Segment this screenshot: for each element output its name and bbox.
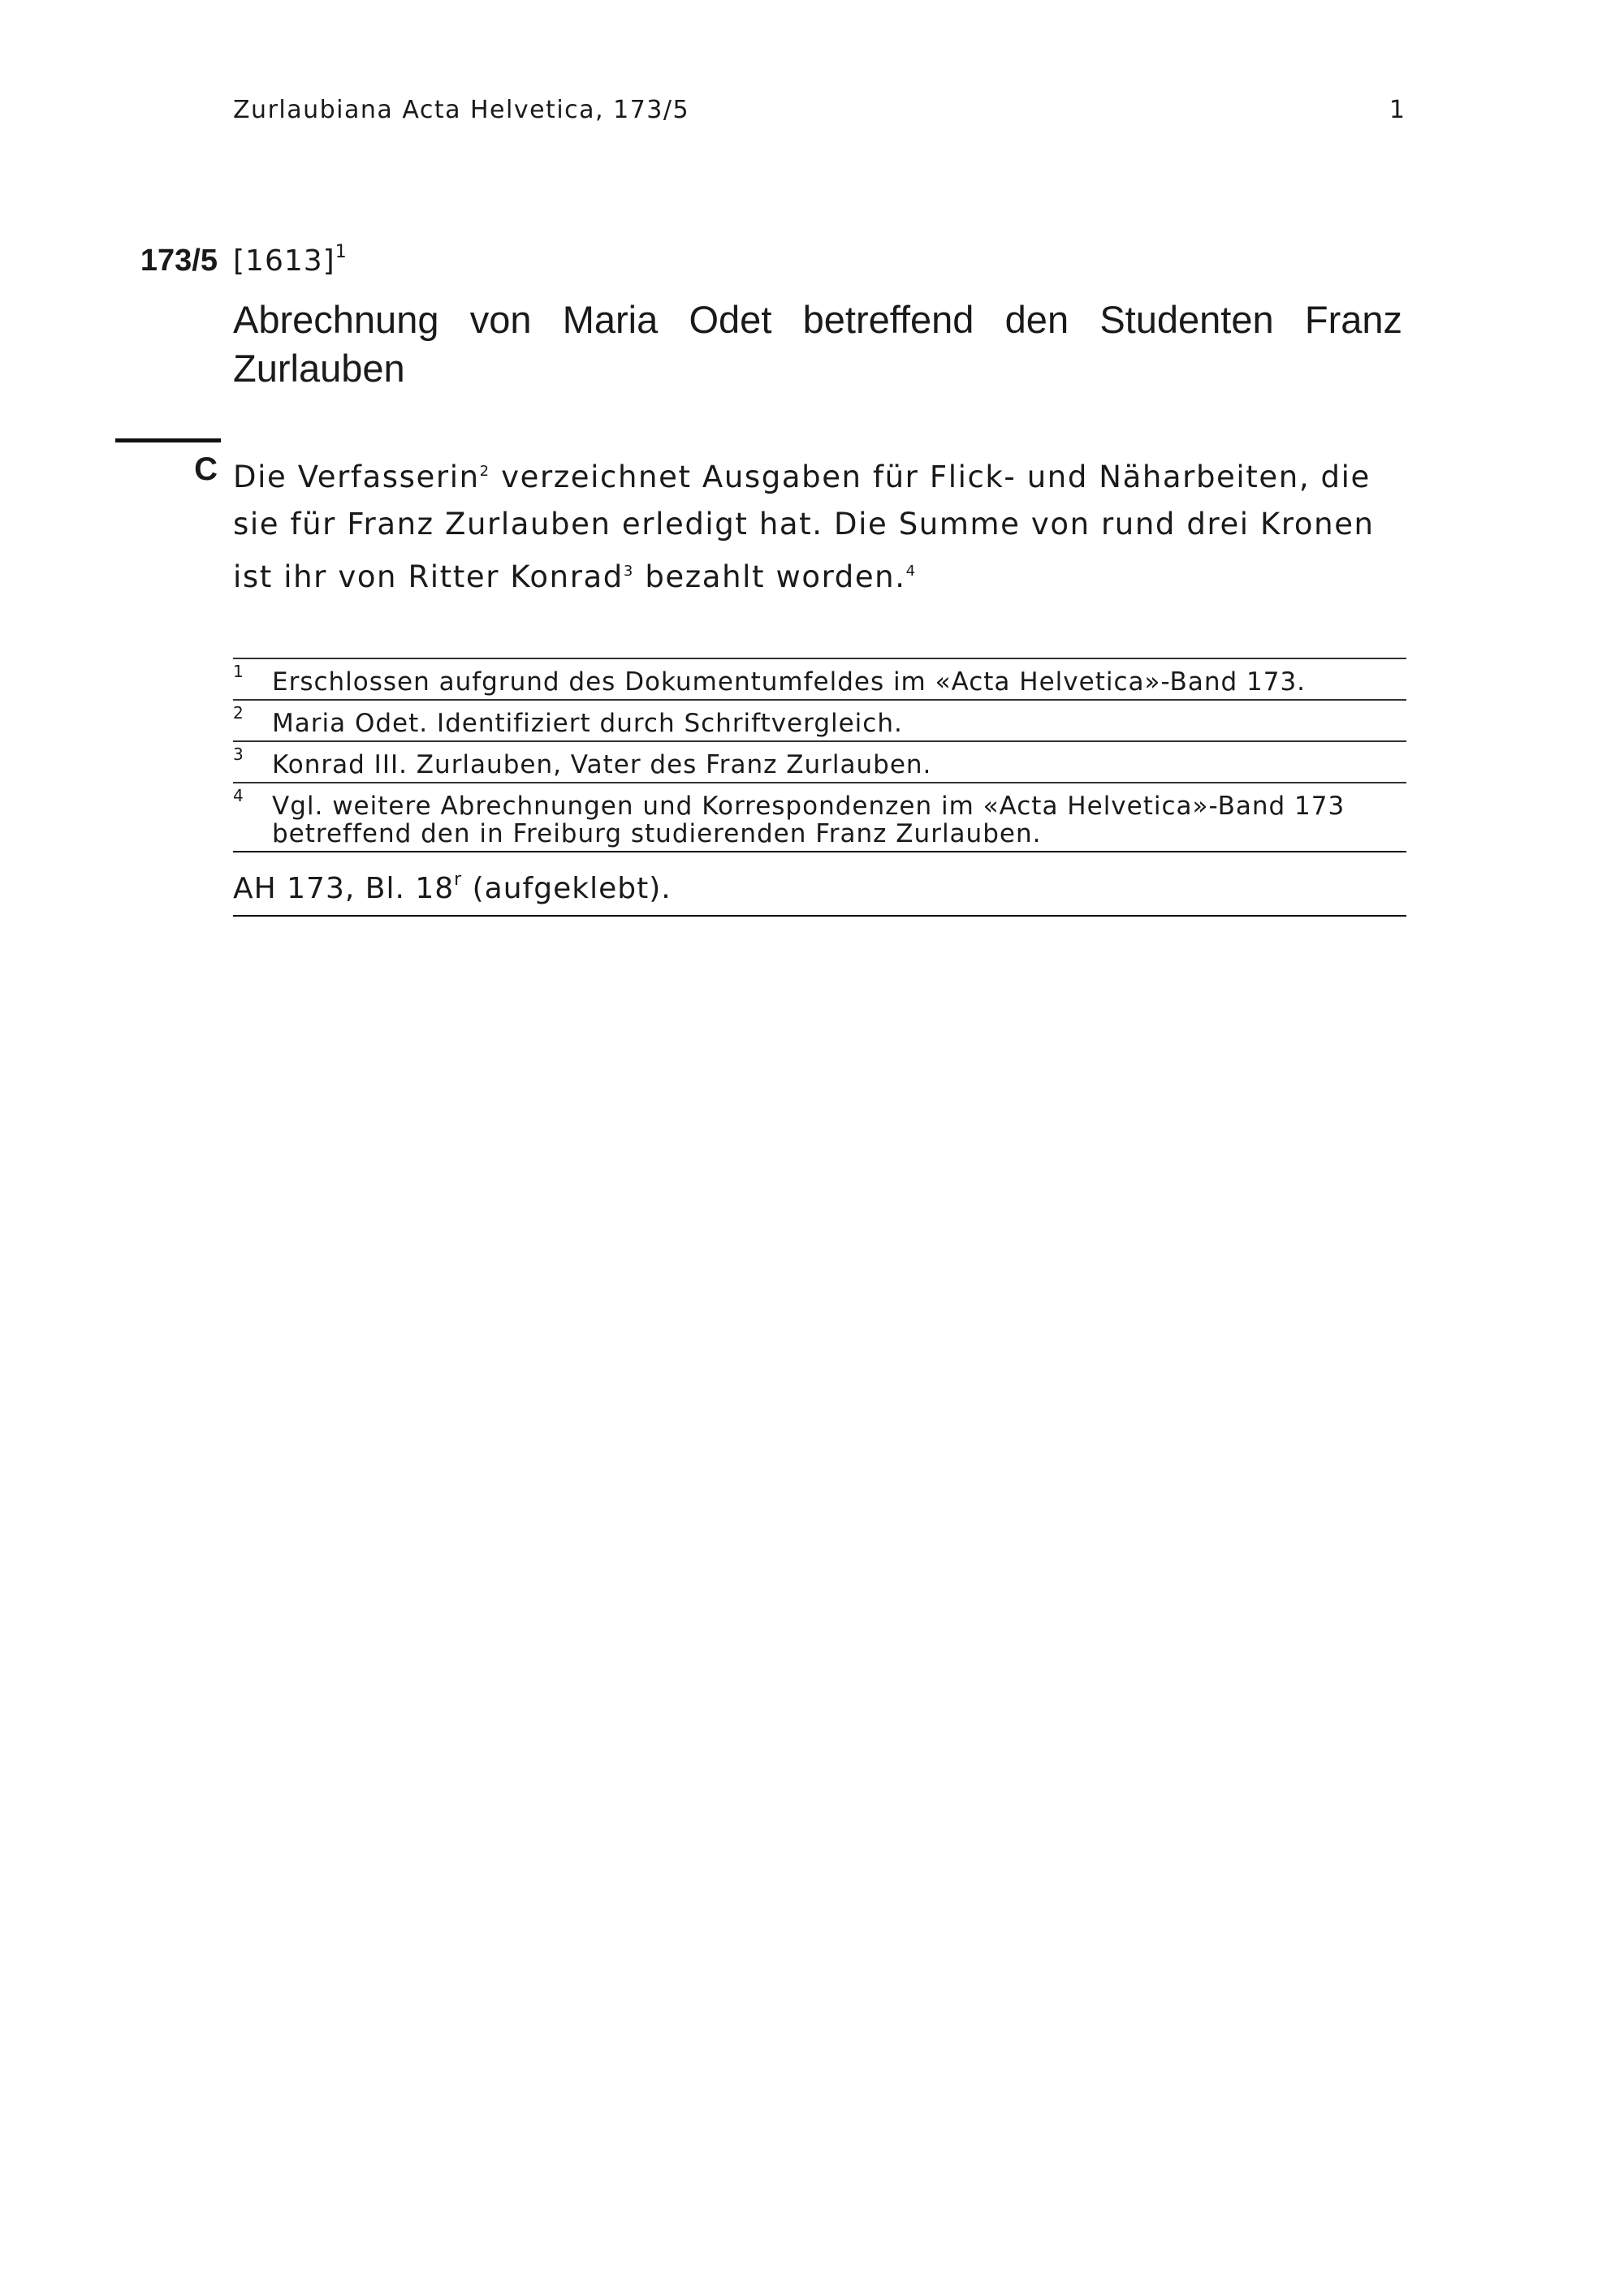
footnote-text: Erschlossen aufgrund des Dokumentumfeldes im «Acta Helvetica»-Band 173. — [272, 667, 1307, 697]
document-title: Abrechnung von Maria Odet betreffend den Studenten Franz Zurlauben — [233, 298, 1402, 390]
footnote-item — [233, 658, 1406, 699]
source-note: (aufgeklebt). — [462, 872, 672, 905]
page-number: 1 — [1389, 96, 1405, 124]
entry-number: 173/5 — [140, 244, 218, 278]
footnote-text: Konrad III. Zurlauben, Vater des Franz Zurlauben. — [272, 750, 932, 779]
footnote-ref-4: 4 — [905, 563, 917, 580]
running-head: Zurlaubiana Acta Helvetica, 173/5 — [233, 96, 690, 124]
entry-date-text: [1613] — [233, 244, 335, 278]
source-reference — [233, 851, 1406, 917]
entry-date — [233, 242, 348, 278]
source-ref-text: AH 173, Bl. 18 — [233, 872, 455, 905]
abstract-text-3: bezahlt worden. — [633, 559, 906, 594]
footnote-text: Vgl. weitere Abrechnungen und Korrespondenzen im «Acta Helvetica»-Band 173 betreffend den in Freiburg studierenden Franz Zurlauben. — [272, 792, 1345, 848]
footnotes-block — [233, 658, 1406, 917]
footnote-item — [233, 740, 1406, 782]
footnote-ref-1: 1 — [335, 242, 348, 262]
margin-rule — [115, 438, 221, 442]
footnote-item — [233, 782, 1406, 851]
footnote-mark: 4 — [233, 786, 244, 805]
footnote-mark: 3 — [233, 744, 244, 764]
abstract-margin-letter: C — [194, 451, 218, 487]
folio-side: r — [454, 870, 463, 890]
footnote-ref-3: 3 — [623, 563, 634, 580]
footnote-item — [233, 699, 1406, 740]
footnote-text: Maria Odet. Identifiziert durch Schriftvergleich. — [272, 709, 903, 738]
footnote-mark: 2 — [233, 703, 244, 723]
abstract-paragraph — [233, 448, 1410, 601]
footnote-mark: 1 — [233, 662, 244, 681]
footnote-ref-2: 2 — [479, 463, 490, 480]
abstract-text-1: Die Verfasserin — [233, 460, 480, 494]
abstract-text-2: verzeichnet Ausgaben für Flick- und Näharbeiten, die sie für Franz Zurlauben erledigt hat. Die Summe von rund drei Kronen ist ihr von Ritter Konrad — [233, 460, 1375, 594]
